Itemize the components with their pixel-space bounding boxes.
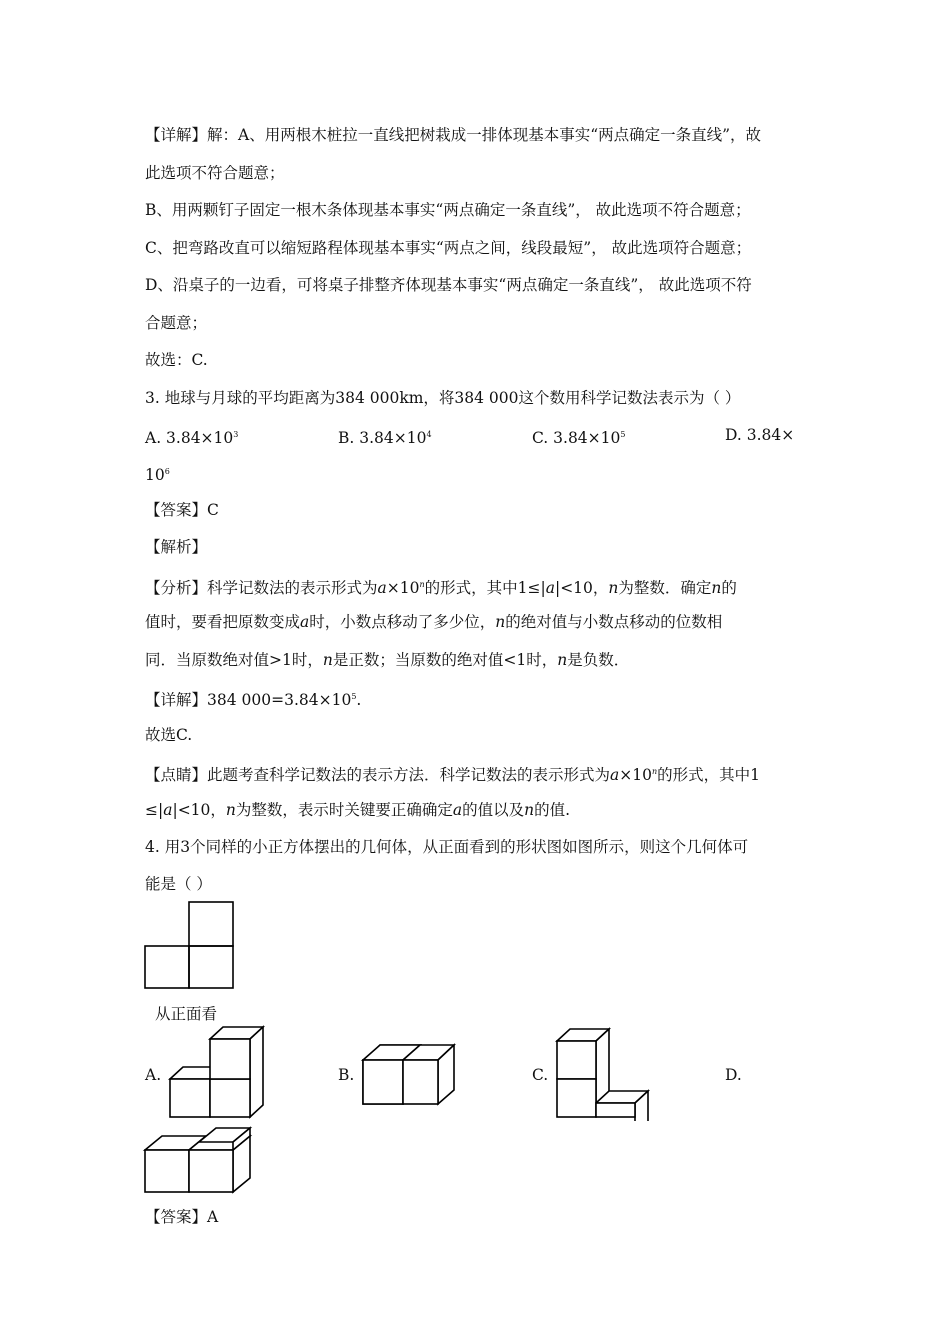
- q3-option-d: D. 3.84×: [725, 426, 795, 444]
- q3-dianjing-line-2: ≤|a|<10，n为整数，表示时关键要正确确定a的值以及n的值.: [145, 801, 571, 819]
- q3-fenxi-line-2: 值时，要看把原数变成a时，小数点移动了多少位，n的绝对值与小数点移动的位数相: [145, 613, 723, 631]
- q2-detail-line-4: C、把弯路改直可以缩短路程体现基本事实“两点之间，线段最短”， 故此选项符合题意；: [145, 239, 752, 257]
- q3-fenxi-line-3: 同．当原数绝对值>1时，n是正数；当原数的绝对值<1时，n是负数．: [145, 651, 630, 669]
- q4-stem-line-1: 4. 用3个同样的小正方体摆出的几何体，从正面看到的形状图如图所示，则这个几何体可: [145, 838, 749, 856]
- q3-option-a: A. $3.84\times 10^3$: [145, 429, 239, 447]
- q3-fenxi-line-1: 【分析】科学记数法的表示形式为$a\times 10^n$的形式，其中1≤|a|<10，n为整数．确定n的: [145, 579, 737, 597]
- q3-detail: 【详解】384 $000=3.84\times 10^5$.: [145, 691, 362, 709]
- q4-option-c-figure: [552, 1025, 652, 1121]
- q3-dianjing-line-1: 【点睛】此题考查科学记数法的表示方法．科学记数法的表示形式为$a\times 10^n$的形式，其中1: [145, 766, 761, 784]
- q2-detail-line-1: 【详解】解：A、用两根木桩拉一直线把树栽成一排体现基本事实“两点确定一条直线”，故: [145, 126, 762, 144]
- q4-option-d-figure: [140, 1124, 255, 1196]
- q3-option-d-continued: $10^6$: [145, 466, 170, 484]
- q4-stem-line-2: 能是（ ）: [145, 875, 212, 893]
- q2-detail-line-6: 合题意；: [145, 314, 208, 332]
- q4-option-b-figure: [358, 1040, 458, 1110]
- q3-stem: 3. 地球与月球的平均距离为384 000km，将384 000这个数用科学记数法表示为（ ）: [145, 389, 741, 407]
- q2-detail-line-5: D、沿桌子的一边看，可将桌子排整齐体现基本事实“两点确定一条直线”， 故此选项不符: [145, 276, 752, 294]
- q4-option-c-label: C.: [532, 1066, 549, 1084]
- q3-answer: 【答案】C: [145, 501, 219, 519]
- q2-detail-line-3: B、用两颗钉子固定一根木条体现基本事实“两点确定一条直线”， 故此选项不符合题意；: [145, 201, 751, 219]
- q4-answer: 【答案】A: [145, 1208, 219, 1226]
- q4-option-b-label: B.: [338, 1066, 355, 1084]
- q4-option-d-label: D.: [725, 1066, 742, 1084]
- q2-conclusion: 故选：C.: [145, 351, 208, 369]
- front-view-caption: 从正面看: [155, 1005, 218, 1023]
- q3-option-c: C. $3.84\times 10^5$: [532, 429, 626, 447]
- q4-option-a-figure: [165, 1025, 271, 1121]
- q3-select: 故选C.: [145, 726, 193, 744]
- front-view-figure: [140, 898, 240, 992]
- q2-detail-line-2: 此选项不符合题意；: [145, 164, 285, 182]
- q3-option-b: B. $3.84\times 10^4$: [338, 429, 432, 447]
- q4-option-a-label: A.: [145, 1066, 162, 1084]
- q3-analysis-title: 【解析】: [145, 538, 208, 556]
